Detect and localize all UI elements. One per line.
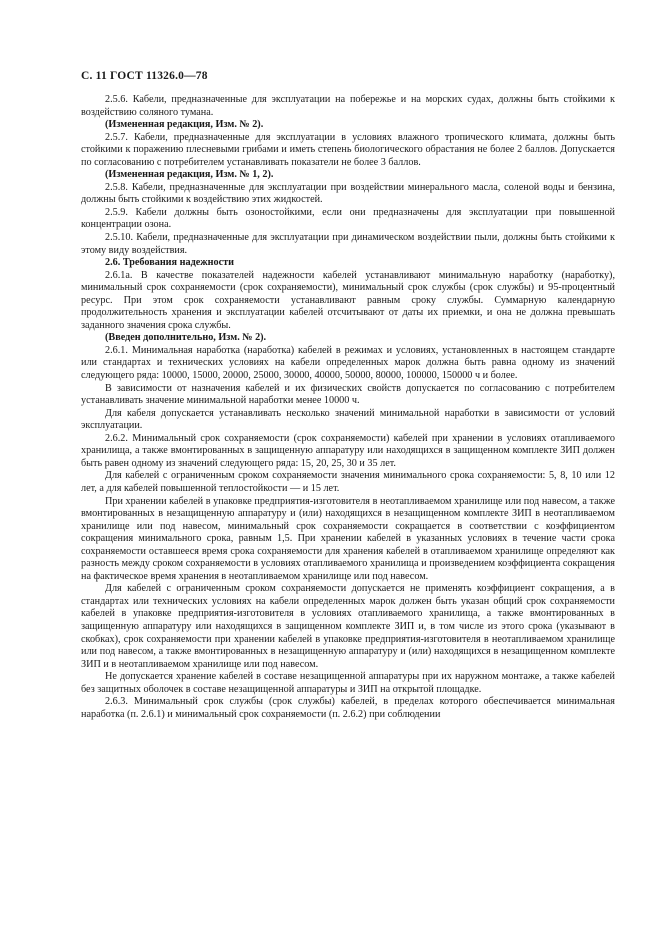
paragraph-2-5-8: 2.5.8. Кабели, предназначенные для эксплуатации при воздействии минерального масла, соленой воды и бензина, должны быть стойкими к воздействию этих жидкостей.: [81, 181, 615, 206]
paragraph: Для кабелей с ограниченным сроком сохраняемости допускается не применять коэффициент сокращения, а в стандартах или технических условиях на кабели определенных марок должен быть указан общий срок сохраняемости кабелей в упаковке предприятия-изготовителя в условиях отапливаемого хранилища, а также вмонтированных в защищенную аппаратуру или находящихся в защищенном комплекте ЗИП и, в том числе из этого срока (указывают в скобках), срок сохраняемости при хранении кабелей в упаковке предприятия-изготовителя в неотапливаемом хранилище или под навесом, а также вмонтированных в незащищенную аппаратуру и (или) находящихся в незащищенном комплекте ЗИП и в неотапливаемом хранилище или под навесом.: [81, 583, 615, 670]
document-body: [81, 94, 615, 721]
paragraph-2-6-3: 2.6.3. Минимальный срок службы (срок службы) кабелей, в пределах которого обеспечивается минимальная наработка (п. 2.6.1) и минимальный срок сохраняемости (п. 2.6.2) при соблюдении: [81, 696, 615, 720]
paragraph-2-5-10: 2.5.10. Кабели, предназначенные для эксплуатации при динамическом воздействии пыли, должны быть стойкими к этому виду воздействия.: [81, 232, 615, 256]
paragraph-2-6-1: 2.6.1. Минимальная наработка (наработка) кабелей в режимах и условиях, установленных в настоящем стандарте или стандартах и технических условиях на кабели определенных марок должна быть равна одному из значений следующего ряда: 10000, 15000, 20000, 25000, 30000, 40000, 50000, 80000, 100000, 150000 ч и более.: [81, 344, 615, 382]
paragraph-2-6-1a: 2.6.1а. В качестве показателей надежности кабелей устанавливают минимальную наработку (наработку), минимальный срок сохраняемости (срок сохраняемости), минимальный срок службы (срок службы) и 95-процентный ресурс. При этом срок сохраняемости устанавливают равным сроку службы. Суммарную календарную продолжительность хранения и эксплуатации кабелей отсчитывают от даты их приемки, и она не должна превышать заданного значения срока службы.: [81, 269, 615, 331]
revision-note: (Измененная редакция, Изм. № 2).: [105, 119, 264, 131]
paragraph-2-6-2: 2.6.2. Минимальный срок сохраняемости (срок сохраняемости) кабелей при хранении в условиях отапливаемого хранилища, а также вмонтированных в защищенную аппаратуру или находящихся в защищенном комплекте ЗИП должен быть равен одному из значений следующего ряда: 15, 20, 25, 30 и 35 лет.: [81, 432, 615, 469]
paragraph: Для кабелей с ограниченным сроком сохраняемости значения минимального срока сохраняемости: 5, 8, 10 или 12 лет, а для кабелей повышенной теплостойкости — и 15 лет.: [81, 470, 615, 494]
page-header: С. 11 ГОСТ 11326.0—78: [81, 70, 208, 82]
paragraph-2-5-7: 2.5.7. Кабели, предназначенные для эксплуатации в условиях влажного тропического климата, должны быть стойкими к поражению плесневыми грибами и иметь степень биологического обрастания не более 2 баллов. Допускается по согласованию с потребителем устанавливать показатели не более 3 баллов.: [81, 131, 615, 168]
paragraph-2-5-6: 2.5.6. Кабели, предназначенные для эксплуатации на побережье и на морских судах, должны быть стойкими к воздействию соляного тумана.: [81, 94, 615, 118]
paragraph: Для кабеля допускается устанавливать несколько значений минимальной наработки в зависимости от условий эксплуатации.: [81, 407, 615, 432]
paragraph: При хранении кабелей в упаковке предприятия-изготовителя в неотапливаемом хранилище или под навесом, а также вмонтированных в незащищенную аппаратуру и (или) находящихся в незащищенном комплекте ЗИП в неотапливаемом хранилище или под навесом, минимальный срок сохраняемости сокращается в соответствии с коэффициентом сокращения минимального срока, равным 1,5. При хранении кабелей в указанных условиях в течение части срока сохраняемости оставшееся время срока сохраняемости для хранения кабелей в отапливаемом хранилище определяют как разность между сроком сохраняемости в условиях отапливаемого хранилища и произведением коэффициента сокращения на фактическое время хранения в неотапливаемом хранилище или под навесом.: [81, 495, 615, 582]
paragraph: Не допускается хранение кабелей в составе незащищенной аппаратуры при их наружном монтаже, а также кабелей без защитных оболочек в составе незащищенной аппаратуры и ЗИП на открытой площадке.: [81, 671, 615, 695]
revision-note: (Измененная редакция, Изм. № 1, 2).: [105, 169, 274, 181]
revision-note: (Введен дополнительно, Изм. № 2).: [105, 332, 267, 344]
paragraph: В зависимости от назначения кабелей и их физических свойств допускается по согласованию с потребителем устанавливать значение минимальной наработки менее 10000 ч.: [81, 382, 615, 407]
section-heading-2-6: 2.6. Требования надежности: [105, 257, 234, 269]
paragraph-2-5-9: 2.5.9. Кабели должны быть озоностойкими, если они предназначены для эксплуатации при повышенной концентрации озона.: [81, 206, 615, 231]
